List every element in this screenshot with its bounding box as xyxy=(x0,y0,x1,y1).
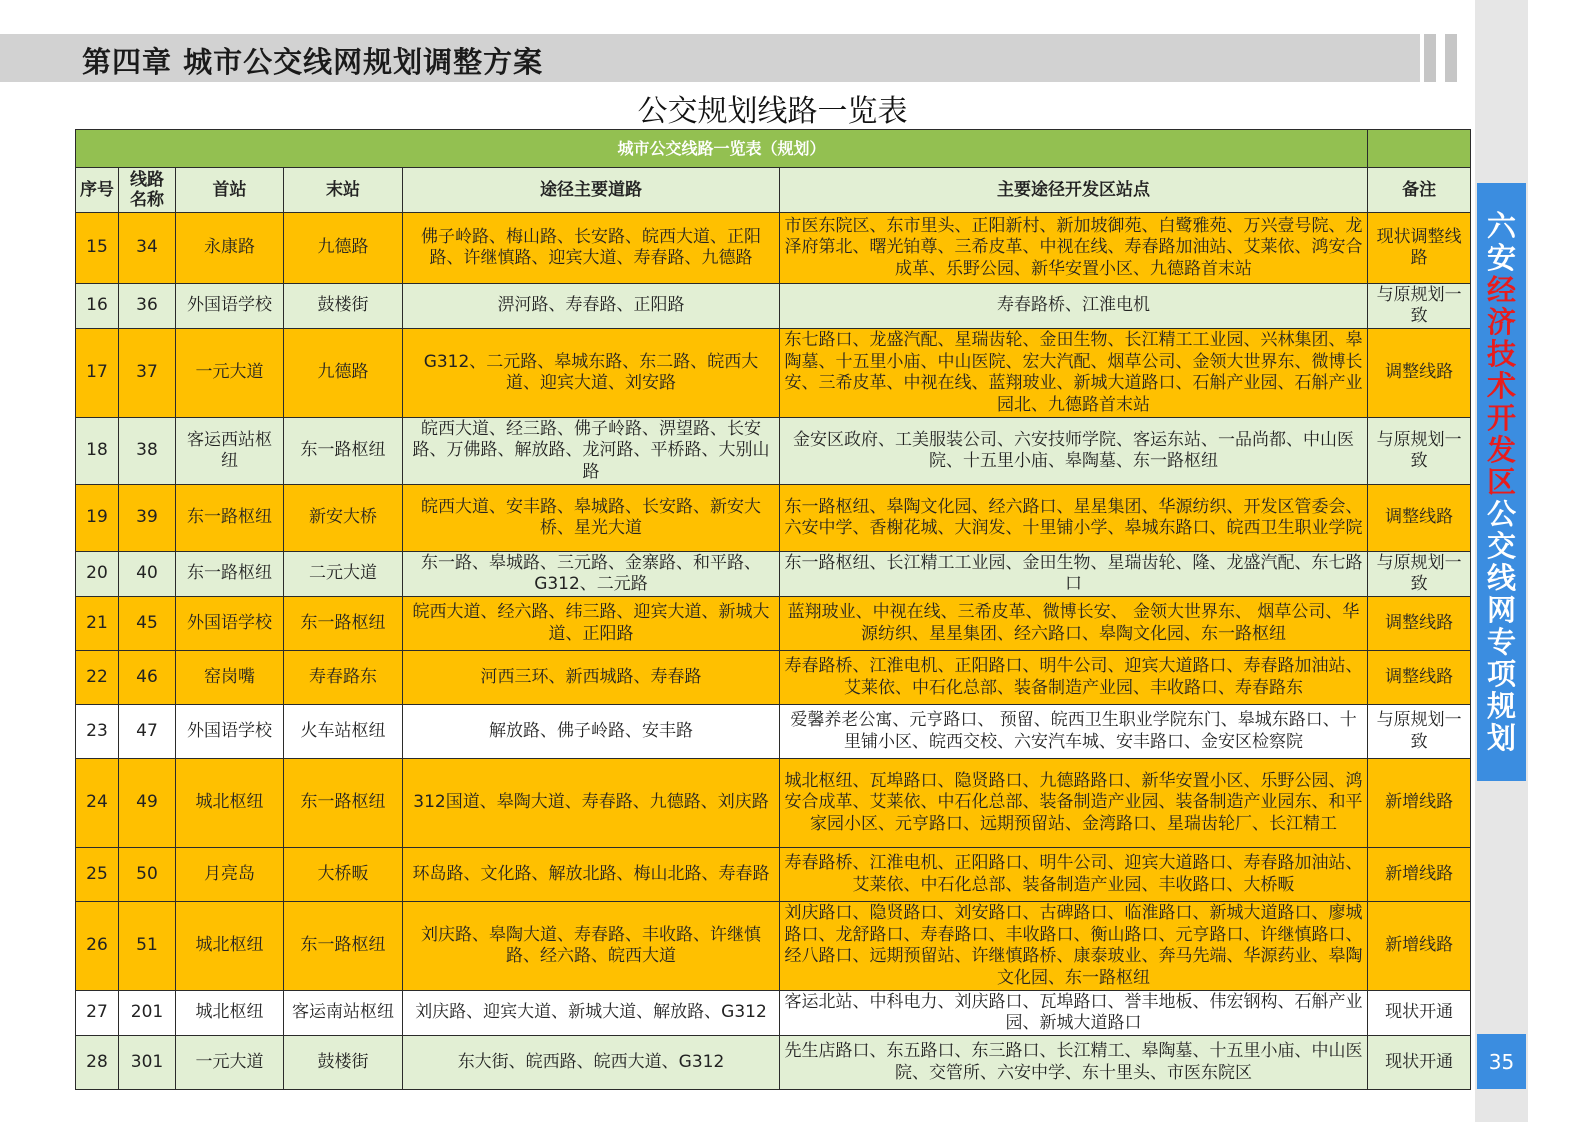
cell-note: 新增线路 xyxy=(1368,902,1471,991)
cell-end-station: 东一路枢纽 xyxy=(284,902,403,991)
cell-note: 新增线路 xyxy=(1368,848,1471,902)
cell-stops: 刘庆路口、隐贤路口、刘安路口、古碑路口、临淮路口、新城大道路口、廖城路口、龙舒路口、寿春路口、丰收路口、衡山路口、元亨路口、许继慎路口、经八路口、远期预留站、许继慎路桥、康泰玻业、奔马先端、华源药业、皋陶文化园、东一路枢纽 xyxy=(780,902,1368,991)
cell-main-roads: 刘庆路、迎宾大道、新城大道、解放路、G312 xyxy=(403,991,780,1036)
cell-start-station: 城北枢纽 xyxy=(176,991,284,1036)
cell-note: 调整线路 xyxy=(1368,651,1471,705)
column-header: 途径主要道路 xyxy=(403,168,780,213)
cell-line-name: 46 xyxy=(119,651,176,705)
table-row xyxy=(76,1036,1471,1090)
cell-main-roads: 环岛路、文化路、解放北路、梅山北路、寿春路 xyxy=(403,848,780,902)
cell-seq: 28 xyxy=(76,1036,119,1090)
cell-line-name: 49 xyxy=(119,759,176,848)
cell-line-name: 47 xyxy=(119,705,176,759)
cell-end-station: 客运南站枢纽 xyxy=(284,991,403,1036)
vertical-title xyxy=(1485,210,1519,754)
cell-stops: 先生店路口、东五路口、东三路口、长江精工、皋陶墓、十五里小庙、中山医院、交管所、六安中学、东十里头、市医东院区 xyxy=(780,1036,1368,1090)
table-row xyxy=(76,418,1471,485)
cell-stops: 市医东院区、东市里头、正阳新村、新加坡御苑、白鹭雅苑、万兴壹号院、龙泽府第北、曙光铂尊、三希皮革、中视在线、寿春路加油站、艾莱依、鸿安合成革、乐野公园、新华安置小区、九德路首末站 xyxy=(780,213,1368,284)
cell-main-roads: 佛子岭路、梅山路、长安路、皖西大道、正阳路、许继慎路、迎宾大道、寿春路、九德路 xyxy=(403,213,780,284)
cell-line-name: 201 xyxy=(119,991,176,1036)
table-row xyxy=(76,552,1471,597)
cell-seq: 20 xyxy=(76,552,119,597)
cell-start-station: 月亮岛 xyxy=(176,848,284,902)
table-row xyxy=(76,284,1471,329)
cell-end-station: 寿春路东 xyxy=(284,651,403,705)
table-banner-blank xyxy=(1368,130,1471,168)
cell-seq: 15 xyxy=(76,213,119,284)
cell-main-roads: 皖西大道、安丰路、皋城路、长安路、新安大桥、星光大道 xyxy=(403,485,780,552)
cell-end-station: 九德路 xyxy=(284,213,403,284)
cell-main-roads: 刘庆路、皋陶大道、寿春路、丰收路、许继慎路、经六路、皖西大道 xyxy=(403,902,780,991)
cell-line-name: 40 xyxy=(119,552,176,597)
table-row xyxy=(76,651,1471,705)
cell-end-station: 二元大道 xyxy=(284,552,403,597)
column-header: 首站 xyxy=(176,168,284,213)
column-header: 主要途径开发区站点 xyxy=(780,168,1368,213)
vertical-title-part: 经济技术开发区 xyxy=(1486,273,1516,499)
cell-seq: 23 xyxy=(76,705,119,759)
cell-seq: 21 xyxy=(76,597,119,651)
cell-line-name: 36 xyxy=(119,284,176,329)
cell-line-name: 45 xyxy=(119,597,176,651)
cell-seq: 22 xyxy=(76,651,119,705)
cell-note: 与原规划一致 xyxy=(1368,705,1471,759)
cell-stops: 寿春路桥、江淮电机 xyxy=(780,284,1368,329)
cell-end-station: 东一路枢纽 xyxy=(284,418,403,485)
cell-note: 现状开通 xyxy=(1368,991,1471,1036)
cell-main-roads: 皖西大道、经六路、纬三路、迎宾大道、新城大道、正阳路 xyxy=(403,597,780,651)
table-header-row xyxy=(76,168,1471,213)
chapter-title: 第四章 城市公交线网规划调整方案 xyxy=(82,45,544,79)
cell-note: 调整线路 xyxy=(1368,597,1471,651)
table-row xyxy=(76,991,1471,1036)
cell-start-station: 外国语学校 xyxy=(176,597,284,651)
cell-line-name: 39 xyxy=(119,485,176,552)
cell-stops: 客运北站、中科电力、刘庆路口、瓦埠路口、誉丰地板、伟宏钢构、石斛产业园、新城大道路口 xyxy=(780,991,1368,1036)
cell-start-station: 客运西站枢纽 xyxy=(176,418,284,485)
cell-start-station: 外国语学校 xyxy=(176,284,284,329)
table-row xyxy=(76,329,1471,418)
column-header: 线路名称 xyxy=(119,168,176,213)
table-row xyxy=(76,485,1471,552)
routes-table xyxy=(75,129,1471,1090)
cell-seq: 27 xyxy=(76,991,119,1036)
column-header: 末站 xyxy=(284,168,403,213)
cell-stops: 东一路枢纽、长江精工工业园、金田生物、星瑞齿轮、隆、龙盛汽配、东七路口 xyxy=(780,552,1368,597)
cell-start-station: 一元大道 xyxy=(176,1036,284,1090)
table-row xyxy=(76,705,1471,759)
cell-note: 现状调整线路 xyxy=(1368,213,1471,284)
cell-start-station: 东一路枢纽 xyxy=(176,552,284,597)
cell-line-name: 51 xyxy=(119,902,176,991)
vertical-title-part: 公交线网专项规划 xyxy=(1486,497,1516,755)
cell-stops: 东七路口、龙盛汽配、星瑞齿轮、金田生物、长江精工工业园、兴林集团、皋陶墓、十五里小庙、中山医院、宏大汽配、烟草公司、金领大世界东、微博长安、三希皮革、中视在线、蓝翔玻业、新城大道路口、石斛产业园、石斛产业园北、九德路首末站 xyxy=(780,329,1368,418)
cell-line-name: 37 xyxy=(119,329,176,418)
cell-end-station: 火车站枢纽 xyxy=(284,705,403,759)
cell-start-station: 城北枢纽 xyxy=(176,759,284,848)
cell-line-name: 301 xyxy=(119,1036,176,1090)
cell-main-roads: 东一路、皋城路、三元路、金寨路、和平路、G312、二元路 xyxy=(403,552,780,597)
table-row xyxy=(76,902,1471,991)
cell-line-name: 34 xyxy=(119,213,176,284)
cell-main-roads: 河西三环、新西城路、寿春路 xyxy=(403,651,780,705)
cell-stops: 金安区政府、工美服装公司、六安技师学院、客运东站、一品尚都、中山医院、十五里小庙、皋陶墓、东一路枢纽 xyxy=(780,418,1368,485)
cell-start-station: 窑岗嘴 xyxy=(176,651,284,705)
cell-main-roads: G312、二元路、皋城东路、东二路、皖西大道、迎宾大道、刘安路 xyxy=(403,329,780,418)
table-row xyxy=(76,759,1471,848)
table-banner: 城市公交线路一览表（规划） xyxy=(76,130,1368,168)
cell-seq: 17 xyxy=(76,329,119,418)
header-decoration xyxy=(1424,34,1436,82)
cell-start-station: 外国语学校 xyxy=(176,705,284,759)
cell-stops: 蓝翔玻业、中视在线、三希皮革、微博长安、 金领大世界东、 烟草公司、华源纺织、星星集团、经六路口、皋陶文化园、东一路枢纽 xyxy=(780,597,1368,651)
cell-main-roads: 解放路、佛子岭路、安丰路 xyxy=(403,705,780,759)
cell-stops: 寿春路桥、江淮电机、正阳路口、明牛公司、迎宾大道路口、寿春路加油站、艾莱依、中石化总部、装备制造产业园、丰收路口、寿春路东 xyxy=(780,651,1368,705)
cell-main-roads: 东大街、皖西路、皖西大道、G312 xyxy=(403,1036,780,1090)
cell-end-station: 新安大桥 xyxy=(284,485,403,552)
cell-note: 现状开通 xyxy=(1368,1036,1471,1090)
cell-seq: 24 xyxy=(76,759,119,848)
cell-seq: 18 xyxy=(76,418,119,485)
cell-end-station: 九德路 xyxy=(284,329,403,418)
cell-end-station: 大桥畈 xyxy=(284,848,403,902)
column-header: 序号 xyxy=(76,168,119,213)
cell-stops: 东一路枢纽、皋陶文化园、经六路口、星星集团、华源纺织、开发区管委会、六安中学、香榭花城、大润发、十里铺小学、皋城东路口、皖西卫生职业学院 xyxy=(780,485,1368,552)
cell-main-roads: 皖西大道、经三路、佛子岭路、淠望路、长安路、万佛路、解放路、龙河路、平桥路、大别山路 xyxy=(403,418,780,485)
cell-main-roads: 312国道、皋陶大道、寿春路、九德路、刘庆路 xyxy=(403,759,780,848)
table-row xyxy=(76,848,1471,902)
cell-start-station: 一元大道 xyxy=(176,329,284,418)
cell-seq: 26 xyxy=(76,902,119,991)
column-header: 备注 xyxy=(1368,168,1471,213)
cell-end-station: 东一路枢纽 xyxy=(284,597,403,651)
cell-note: 与原规划一致 xyxy=(1368,284,1471,329)
table-banner-row xyxy=(76,130,1471,168)
cell-note: 调整线路 xyxy=(1368,329,1471,418)
table-title: 公交规划线路一览表 xyxy=(637,94,908,129)
cell-line-name: 38 xyxy=(119,418,176,485)
table-row xyxy=(76,213,1471,284)
vertical-title-part: 六安 xyxy=(1486,209,1516,275)
cell-end-station: 东一路枢纽 xyxy=(284,759,403,848)
cell-seq: 25 xyxy=(76,848,119,902)
cell-stops: 城北枢纽、瓦埠路口、隐贤路口、九德路路口、新华安置小区、乐野公园、鸿安合成革、艾莱依、中石化总部、装备制造产业园、装备制造产业园东、和平家园小区、元亨路口、远期预留站、金湾路口、星瑞齿轮厂、长江精工 xyxy=(780,759,1368,848)
cell-note: 与原规划一致 xyxy=(1368,552,1471,597)
cell-main-roads: 淠河路、寿春路、正阳路 xyxy=(403,284,780,329)
cell-line-name: 50 xyxy=(119,848,176,902)
page-number: 35 xyxy=(1477,1034,1526,1089)
cell-start-station: 城北枢纽 xyxy=(176,902,284,991)
cell-stops: 爱馨养老公寓、元亨路口、 预留、皖西卫生职业学院东门、皋城东路口、十里铺小区、皖西交校、六安汽车城、安丰路口、金安区检察院 xyxy=(780,705,1368,759)
cell-start-station: 东一路枢纽 xyxy=(176,485,284,552)
cell-seq: 19 xyxy=(76,485,119,552)
cell-end-station: 鼓楼街 xyxy=(284,284,403,329)
cell-end-station: 鼓楼街 xyxy=(284,1036,403,1090)
vertical-title-box xyxy=(1477,183,1526,781)
cell-stops: 寿春路桥、江淮电机、正阳路口、明牛公司、迎宾大道路口、寿春路加油站、艾莱依、中石化总部、装备制造产业园、丰收路口、大桥畈 xyxy=(780,848,1368,902)
cell-note: 新增线路 xyxy=(1368,759,1471,848)
cell-note: 调整线路 xyxy=(1368,485,1471,552)
table-row xyxy=(76,597,1471,651)
cell-start-station: 永康路 xyxy=(176,213,284,284)
header-decoration xyxy=(1445,34,1457,82)
cell-seq: 16 xyxy=(76,284,119,329)
cell-note: 与原规划一致 xyxy=(1368,418,1471,485)
